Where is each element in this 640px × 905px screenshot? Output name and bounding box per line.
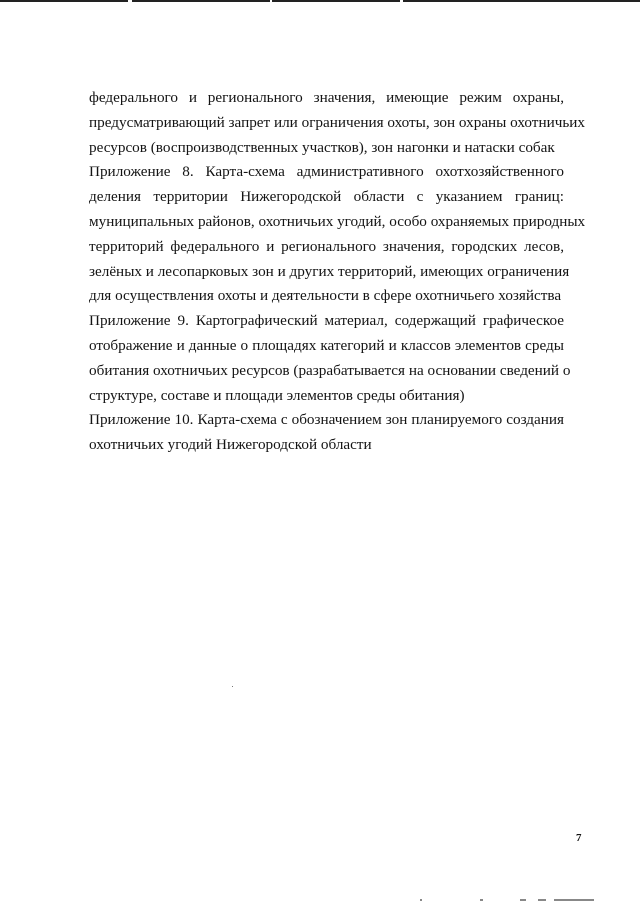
text-line-9: для осуществления охоты и деятельности в сфере охотничьего хозяйства [89, 287, 562, 305]
scan-speck [232, 686, 233, 687]
scan-bottom-edge-marks [420, 899, 620, 903]
text-line-15: охотничьих угодий Нижегородской области [89, 436, 372, 454]
page-number: 7 [576, 832, 582, 844]
text-line-8: зелёных и лесопарковых зон и других территорий, имеющих ограничения [89, 262, 570, 280]
appendix-8-heading-line: Приложение 8. Карта-схема административного охотхозяйственного [89, 163, 564, 181]
text-line-6: муниципальных районов, охотничьих угодий, особо охраняемых природных [89, 212, 586, 230]
text-line-3: ресурсов (воспроизводственных участков), зон нагонки и натаски собак [89, 138, 555, 156]
text-line-1: федерального и регионального значения, имеющие режим охраны, [89, 89, 564, 106]
text-line-5: деления территории Нижегородской области с указанием границ: [89, 188, 564, 206]
text-line-13: структуре, составе и площади элементов среды обитания) [89, 386, 465, 404]
text-line-2: предусматривающий запрет или ограничения охоты, зон охраны охотничьих [89, 113, 585, 131]
document-body [89, 86, 586, 458]
text-line-7: территорий федерального и регионального значения, городских лесов, [89, 237, 564, 255]
text-line-12: обитания охотничьих ресурсов (разрабатывается на основании сведений о [89, 361, 571, 379]
appendix-9-heading-line: Приложение 9. Картографический материал, содержащий графическое [89, 312, 564, 330]
scan-top-edge-line [0, 0, 640, 2]
text-line-11: отображение и данные о площадях категорий и классов элементов среды [89, 336, 564, 354]
appendix-10-heading-line: Приложение 10. Карта-схема с обозначением зон планируемого создания [89, 411, 564, 429]
